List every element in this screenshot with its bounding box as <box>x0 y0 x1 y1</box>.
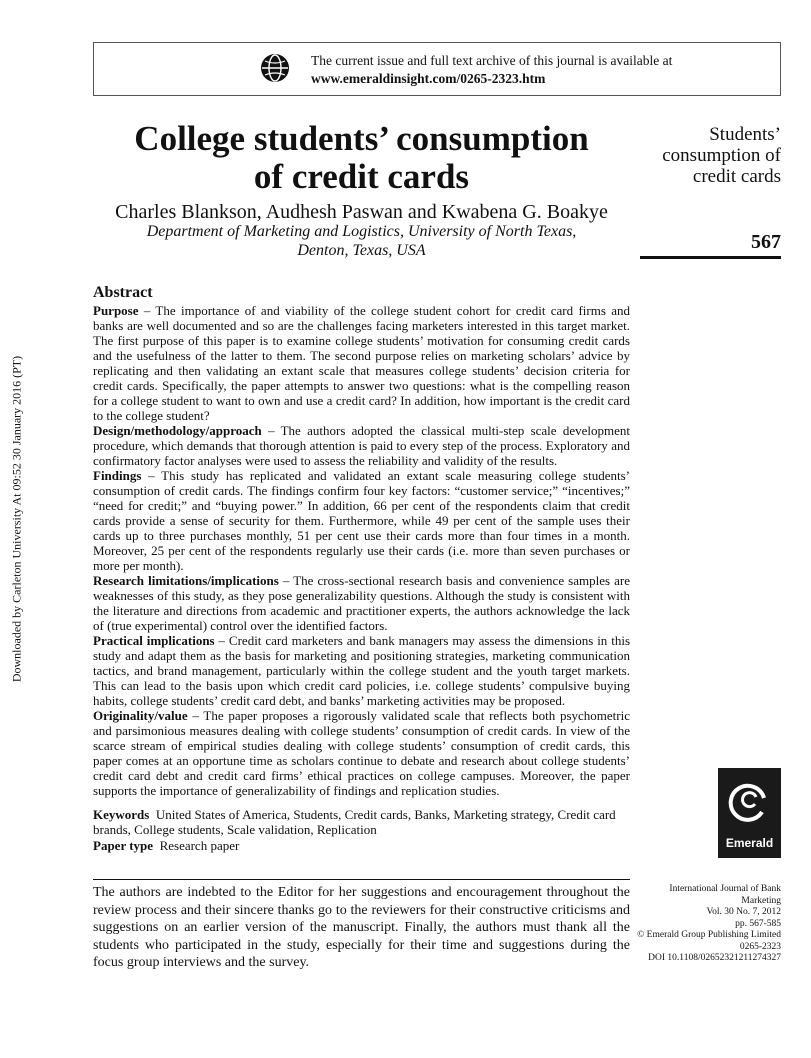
abstract-section: Practical implications – Credit card marketers and bank managers may assess the dimensions in this study and adapt them as the basis for marketing and positioning strategies, marketing communication tactics, and brand management, particularly within the college student and the youth target markets. This can lead to the basis upon which credit card policies, i.e. college students’ compulsive buying habits, college students’ credit card debt, and banks’ marketing activities may be proposed. <box>93 633 630 708</box>
abstract-section: Findings – This study has replicated and validated an extant scale measuring college students’ consumption of credit cards. The findings confirm four key factors: “customer service;” “incentives;” “need for credit;” and “buying power.” In addition, 66 per cent of the respondents claim that credit cards provide a sense of security for them. Furthermore, while 49 per cent of the sample uses their cards up to three purchases monthly, 51 per cent use their cards more than four times in a month. Moreover, 25 per cent of the respondents regularly use their cards (i.e. more than seven purchases or more per month). <box>93 468 630 573</box>
article-title: College students’ consumption of credit cards <box>134 119 589 196</box>
abstract-section: Research limitations/implications – The cross-sectional research basis and convenience samples are weaknesses of this study, as they pose generalizability questions. Although the study is consistent with the literature and directions from academic and practitioner experts, the authors acknowledge the lack of (true experimental) control over the identified factors. <box>93 573 630 633</box>
running-head: Students’ consumption of credit cards <box>662 124 781 187</box>
page-number-rule <box>640 256 781 259</box>
abstract-section: Purpose – The importance of and viability of the college student cohort for credit card firms and banks are well documented and so are the challenges facing marketers interested in this target market. The first purpose of this paper is to examine college students’ motivation for consuming credit cards and the usefulness of the latter to them. The second purpose relies on marketing scholars’ advice by replicating and then validating an extant scale that measures college students’ decision criteria for credit cards. Specifically, the paper attempts to answer two questions: what is the compelling reason for a college student to want to own and use a credit card? In addition, how important is the credit card to the college student? <box>93 303 630 423</box>
download-watermark <box>5 338 29 700</box>
author-affiliation: Department of Marketing and Logistics, University of North Texas, Denton, Texas, USA <box>146 223 577 259</box>
abstract-heading: Abstract <box>93 284 153 301</box>
keywords: Keywords United States of America, Students, Credit cards, Banks, Marketing strategy, Credit card brands, College students, Scale validation, Replication <box>93 807 616 837</box>
footnote-divider <box>93 879 630 880</box>
emerald-swirl-icon <box>718 772 781 836</box>
journal-info: International Journal of Bank Marketing Vol. 30 No. 7, 2012 pp. 567-585 © Emerald Group Publishing Limited 0265-2323 DOI 10.1108/02652321211274327 <box>637 884 781 963</box>
download-note: Downloaded by Carleton University At 09:52 30 January 2016 (PT) <box>9 355 24 683</box>
paper-type: Paper type Research paper <box>93 838 240 853</box>
abstract-section: Design/methodology/approach – The authors adopted the classical multi-step scale development procedure, which demands that thorough attention is paid to every step of the process. Exploratory and confirmatory factor analyses were used to assess the reliability and validity of the results. <box>93 423 630 468</box>
article-authors: Charles Blankson, Audhesh Paswan and Kwabena G. Boakye <box>115 201 608 223</box>
globe-icon <box>260 53 290 83</box>
logo-wordmark: Emerald <box>725 836 774 850</box>
journal-availability-box <box>93 42 781 96</box>
page-number: 567 <box>751 231 781 253</box>
acknowledgement-footnote: The authors are indebted to the Editor for her suggestions and encouragement throughout the review process and their sincere thanks go to the reviewers for their constructive criticisms and suggestions on an earlier version of the manuscript. Finally, the authors must thank all the students who participated in the study, especially for their time and suggestions during the focus group interviews and the survey. <box>93 885 630 970</box>
emerald-logo <box>718 768 781 858</box>
abstract-body <box>93 303 630 798</box>
journal-url-link[interactable]: www.emeraldinsight.com/0265-2323.htm <box>311 71 546 86</box>
availability-notice: The current issue and full text archive of this journal is available at <box>311 53 673 68</box>
abstract-section: Originality/value – The paper proposes a rigorously validated scale that reflects both psychometric and parsimonious measures dealing with college students’ consumption of credit cards. In view of the scarce stream of empirical studies dealing with college students’ consumption of credit cards, this paper comes at an opportune time as scholars continue to debate and research about college students’ credit card debt and credit card firms’ ethical practices on college campuses. Moreover, the paper supports the importance of generalizability of findings and replication studies. <box>93 708 630 798</box>
